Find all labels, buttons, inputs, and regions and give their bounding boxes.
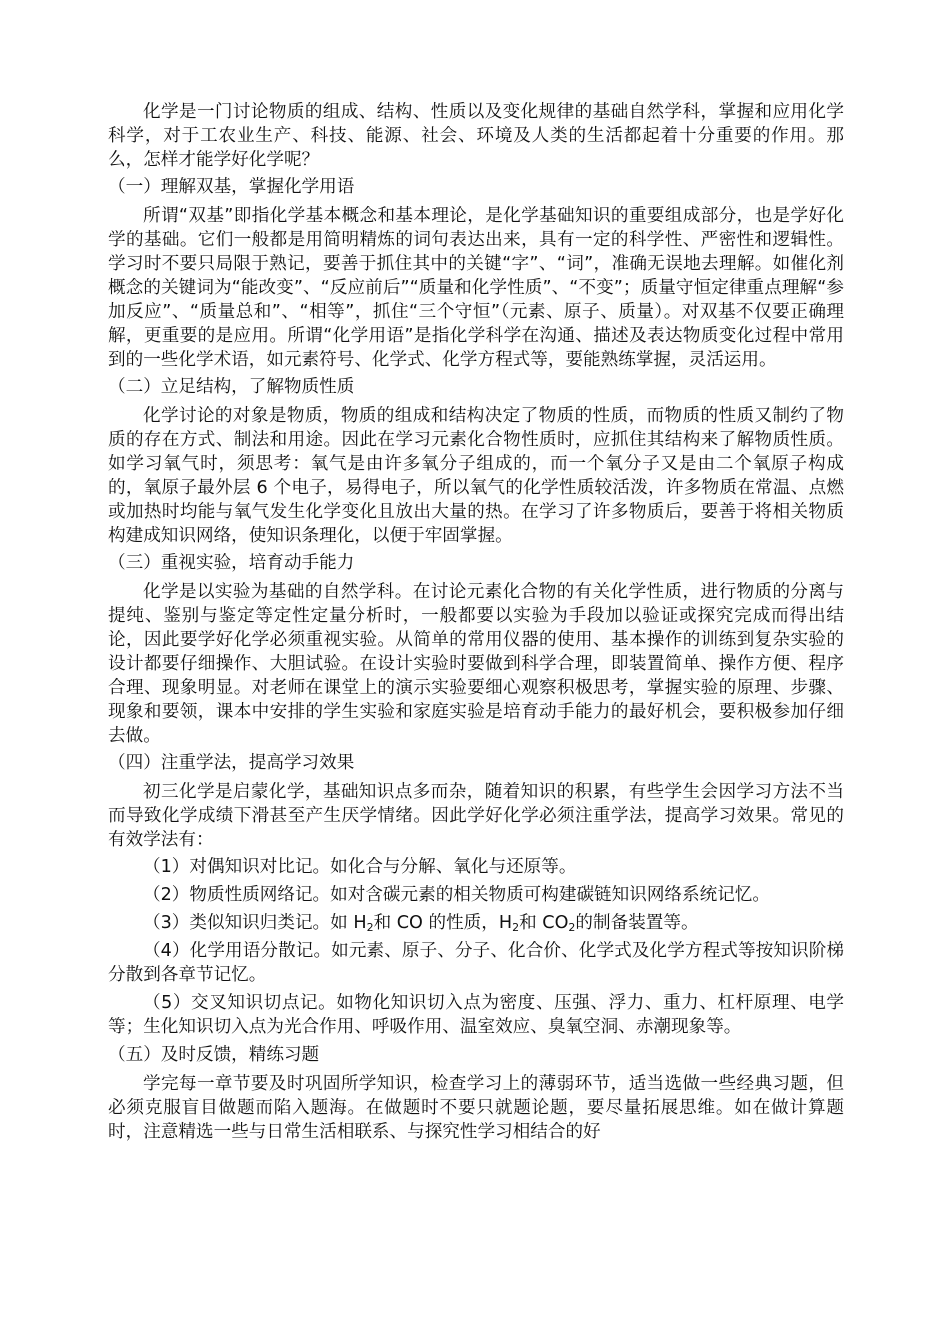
- subscript-co2: 2: [568, 921, 576, 934]
- method-item-4: （4）化学用语分散记。如元素、原子、分子、化合价、化学式及化学方程式等按知识阶梯分散到各章节记忆。: [108, 941, 844, 985]
- subscript-h2-first: 2: [366, 921, 374, 934]
- document-body: [108, 100, 844, 1147]
- section-2-paragraph: 化学讨论的对象是物质，物质的组成和结构决定了物质的性质，而物质的性质又制约了物质的存在方式、制法和用途。因此在学习元素化合物性质时，应抓住其结构来了解物质性质。如学习氧气时，须思考：氧气是由许多氧分子组成的，而一个氧分子又是由二个氧原子构成的，氧原子最外层 6 个电子，易得电子，所以氧气的化学性质较活泼，许多物质在常温、点燃或加热时均能与氧气发生化学变化且放出大量的热。在学习了许多物质后，要善于将相关物质构建成知识网络，使知识条理化，以便于牢固掌握。: [108, 406, 844, 546]
- section-4-paragraph: 初三化学是启蒙化学，基础知识点多而杂，随着知识的积累，有些学生会因学习方法不当而导致化学成绩下滑甚至产生厌学情绪。因此学好化学必须注重学法，提高学习效果。常见的有效学法有：: [108, 782, 844, 850]
- section-3-heading: （三）重视实验，培育动手能力: [108, 553, 355, 573]
- method-item-3-text-b: 和 CO 的性质，H: [373, 913, 513, 933]
- method-item-3-text-a: （3）类似知识归类记。如 H: [143, 913, 367, 933]
- section-4-heading: （四）注重学法，提高学习效果: [108, 753, 355, 773]
- section-1-heading: （一）理解双基，掌握化学用语: [108, 177, 355, 197]
- method-item-3-text-c: 和 CO: [519, 913, 569, 933]
- section-1-paragraph: 所谓“双基”即指化学基本概念和基本理论，是化学基础知识的重要组成部分，也是学好化学的基础。它们一般都是用简明精炼的词句表达出来，具有一定的科学性、严密性和逻辑性。学习时不要只局限于熟记，要善于抓住其中的关键“字”、“词”，准确无误地去理解。如催化剂概念的关键词为“能改变”、“反应前后”“质量和化学性质”、“不变”；质量守恒定律重点理解“参加反应”、“质量总和”、“相等”，抓住“三个守恒”（元素、原子、质量）。对双基不仅要正确理解，更重要的是应用。所谓“化学用语”是指化学科学在沟通、描述及表达物质变化过程中常用到的一些化学术语，如元素符号、化学式、化学方程式等，要能熟练掌握，灵活运用。: [108, 206, 844, 370]
- method-item-2: （2）物质性质网络记。如对含碳元素的相关物质可构建碳链知识网络系统记忆。: [143, 885, 770, 905]
- intro-paragraph: 化学是一门讨论物质的组成、结构、性质以及变化规律的基础自然学科，掌握和应用化学科学，对于工农业生产、科技、能源、社会、环境及人类的生活都起着十分重要的作用。那么，怎样才能学好化学呢？: [108, 102, 844, 170]
- method-item-5: （5）交叉知识切点记。如物化知识切入点为密度、压强、浮力、重力、杠杆原理、电学等；生化知识切入点为光合作用、呼吸作用、温室效应、臭氧空洞、赤潮现象等。: [108, 993, 844, 1037]
- section-5-paragraph: 学完每一章节要及时巩固所学知识，检查学习上的薄弱环节，适当选做一些经典习题，但必须克服盲目做题而陷入题海。在做题时不要只就题论题，要尽量拓展思维。如在做计算题时，注意精选一些与日常生活相联系、与探究性学习相结合的好: [108, 1074, 844, 1142]
- method-item-3-text-d: 的制备装置等。: [575, 913, 699, 933]
- subscript-h2-second: 2: [512, 921, 520, 934]
- method-item-3: [108, 911, 844, 935]
- method-item-1: （1）对偶知识对比记。如化合与分解、氧化与还原等。: [143, 857, 577, 877]
- section-5-heading: （五）及时反馈，精练习题: [108, 1045, 320, 1065]
- section-2-heading: （二）立足结构，了解物质性质: [108, 377, 355, 397]
- section-3-paragraph: 化学是以实验为基础的自然学科。在讨论元素化合物的有关化学性质，进行物质的分离与提纯、鉴别与鉴定等定性定量分析时，一般都要以实验为手段加以验证或探究完成而得出结论，因此要学好化学必须重视实验。从简单的常用仪器的使用、基本操作的训练到复杂实验的设计都要仔细操作、大胆试验。在设计实验时要做到科学合理，即装置简单、操作方便、程序合理、现象明显。对老师在课堂上的演示实验要细心观察积极思考，掌握实验的原理、步骤、现象和要领，课本中安排的学生实验和家庭实验是培育动手能力的最好机会，要积极参加仔细去做。: [108, 582, 844, 746]
